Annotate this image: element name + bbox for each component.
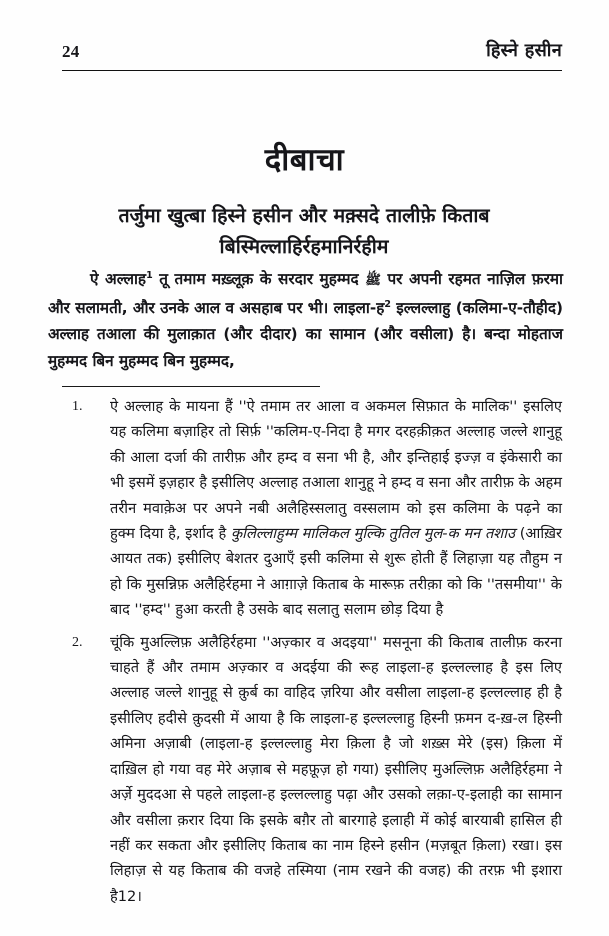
subtitle-line-1: तर्जुमा खुत्बा हिस्ने हसीन और मक़्सदे तालीफ़े किताब — [118, 204, 490, 227]
footnote-divider — [62, 386, 320, 387]
list-item-text-before-quote: चूंकि मुअल्लिफ़ अलैहिर्रहमा ''अज़्कार व अदइया'' मसनूना की किताब तालीफ़ करना चाहते हैं और तमाम अज़्कार व अदईया की रूह लाइला-ह इल्लल्लाह है इस लिए अल्लाह जल्ले शानुहू से क़ुर्ब का वाहिद ज़रिया और वसीला लाइला-ह इल्लल्लाह ही है इसीलिए हदीसे क़ुदसी में आया है कि लाइला-ह इल्लल्लाहु हिस्नी फ़मन द-ख़-ल हिस्नी अमिना अज़ाबी (लाइला-ह इल्लल्लाहु मेरा क़िला है जो शख़्स मेरे (इस) क़िला में दाख़िल हो गया वह मेरे अज़ाब से महफ़ूज़ हो गया) इसीलिए मुअल्लिफ़ अलैहिर्रहमा ने अर्ज़े मुददआ से पहले लाइला-ह इल्लल्लाहु पढ़ा और उसको लक़ा-ए-इलाही का सामान और वसीला क़रार दिया कि इसके बग़ैर तो बारगाहे इलाही में कोई बारयाबी हासिल ही नहीं कर सकता और इसीलिए किताब का नाम हिस्ने हसीन (मज़बूत क़िला) रखा। इस लिहाज़ से यह किताब की वजहे तस्मिया (नाम रखने की वजह) की तरफ़ भी इशारा है12। — [110, 633, 562, 905]
page-title: दीबाचा — [264, 142, 345, 178]
header-divider — [62, 70, 562, 71]
page-header — [62, 38, 562, 62]
footnote-marker-2: 2 — [384, 298, 391, 310]
subtitle-line-2: बिस्मिल्लाहिर्रहमानिर्रहीम — [219, 235, 389, 258]
list-item — [62, 630, 562, 909]
list-item-arabic-quote: कुलिल्लाहुम्म मालिकल मुल्कि तुतिल मुल-क मन तशाउ — [230, 525, 515, 543]
intro-paragraph — [48, 266, 563, 374]
list-item — [62, 394, 562, 623]
intro-part-1: ऐ अल्लाह — [90, 270, 147, 288]
intro-part-2: तू तमाम मख़्लूक़ के सरदार मुहम्मद — [152, 270, 366, 288]
sallallahu-calligraphy-icon: ﷺ — [365, 273, 381, 288]
intro-part-4: इल्लल्लाहु (कलिमा-ए-तौहीद) अल्लाह तआला की मुलाक़ात (और दीदार) का सामान (और वसीला) है। बन्दा मोहताज मुहम्मद बिन मुहम्मद बिन मुहम्मद, — [48, 298, 563, 370]
list-item-number: 1. — [72, 399, 83, 414]
page-number: 24 — [62, 42, 80, 61]
list-item-text-before-quote: ऐ अल्लाह के मायना हैं ''ऐ तमाम तर आला व अकमल सिफ़ात के मालिक'' इसलिए यह कलिमा बज़ाहिर तो सिर्फ़ ''कलिम-ए-निदा है मगर दरहक़ीक़त अल्लाह जल्ले शानुहू की आला दर्जा की तारीफ़ और हम्द व सना भी है, और इन्तिहाई इज्ज़ व इंकेसारी का भी इसमें इज़हार है इसीलिए अल्लाह तआला शानुहू ने हम्द व सना और तारीफ़ के अहम तरीन मवाक़ेअ पर अपने नबी अलैहिस्सलातु वस्सलाम को इस कलिमा के पढ़ने का हुक्म दिया है, इर्शाद है — [110, 398, 562, 543]
list-item-text-after-quote: (आख़िर आयत तक) इसीलिए बेशतर दुआएँ इसी कलिमा से शुरू होती हैं लिहाज़ा यह तौहुम न हो कि मुसन्निफ़ अलैहिर्रहमा ने आग़ाज़े किताब के मारूफ़ तरीक़ा को कि ''तसमीया'' के बाद ''हम्द'' हुआ करती है उसके बाद सलातु सलाम छोड़ दिया है — [110, 525, 563, 619]
list-item-number: 2. — [72, 634, 83, 650]
intro-part-3: पर अपनी रहमत नाज़िल फ़रमा और सलामती, और उनके आल व असहाब पर भी। लाइला-ह — [48, 270, 563, 317]
subtitle-block — [54, 200, 554, 262]
footnote-marker-1: 1 — [146, 269, 153, 281]
footnote-list — [62, 394, 562, 916]
running-title: हिस्ने हसीन — [486, 40, 562, 61]
